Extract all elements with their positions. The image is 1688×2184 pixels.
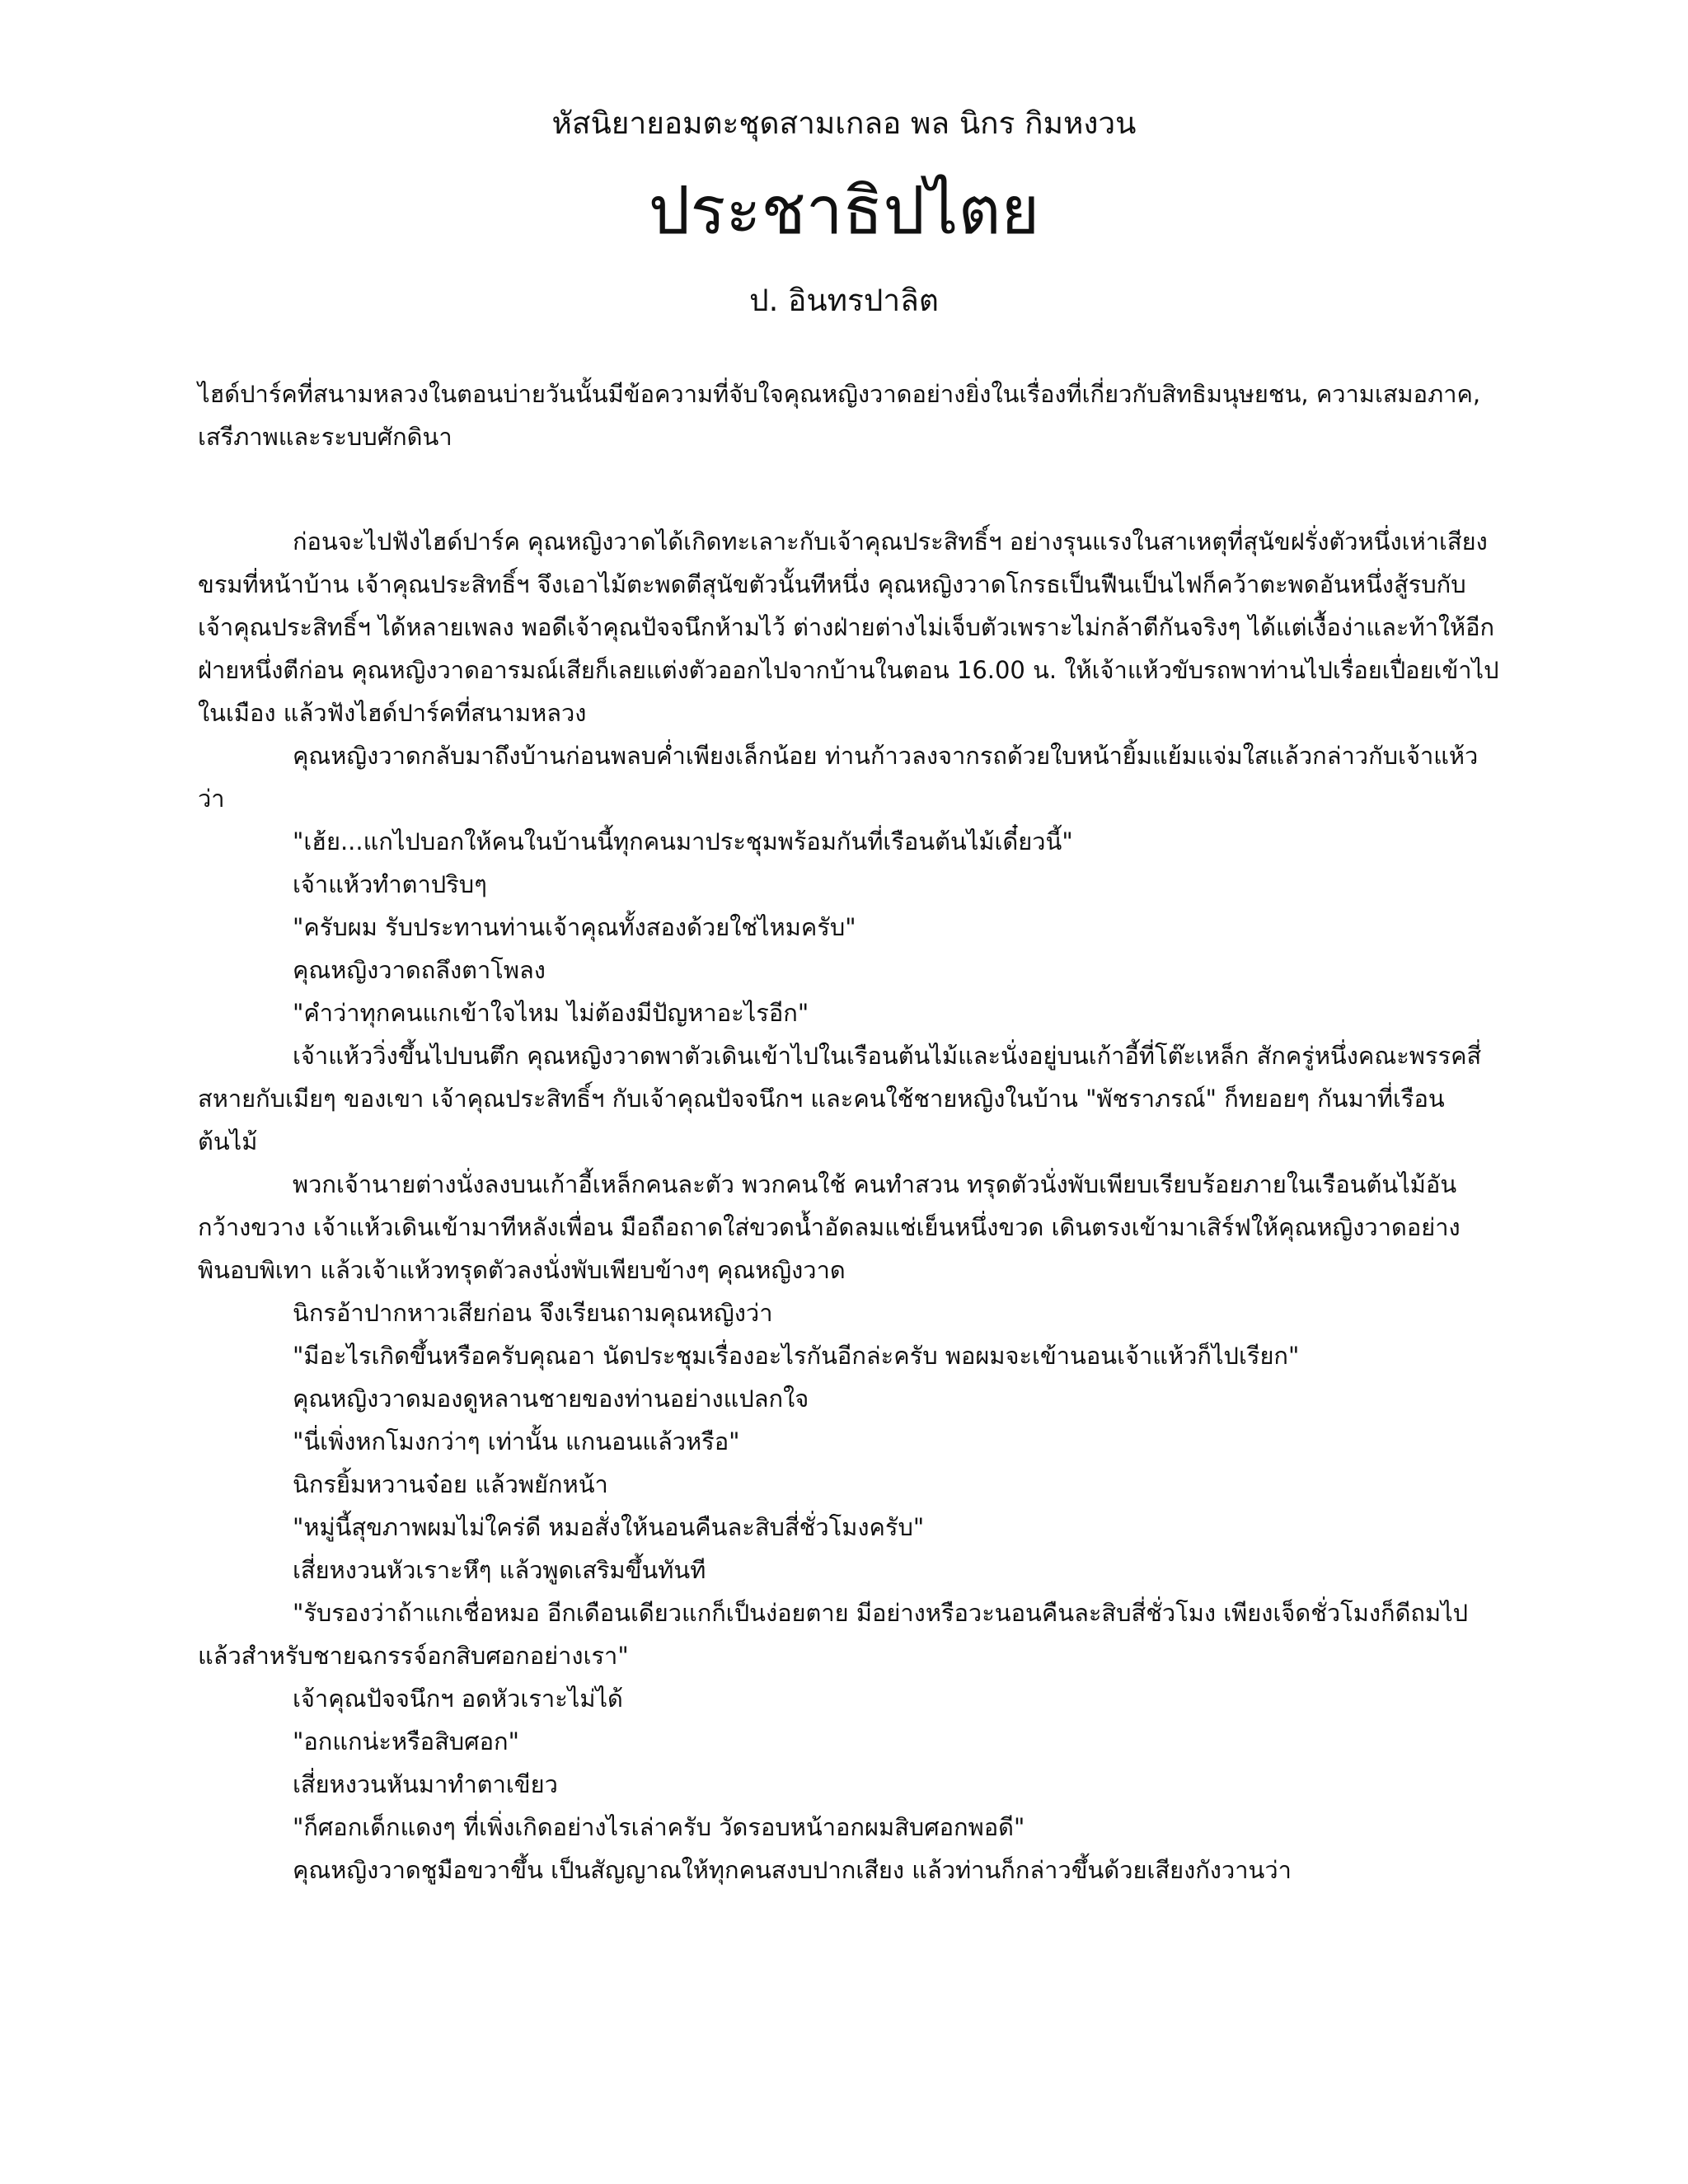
paragraph: นิกรยิ้มหวานจ๋อย แล้วพยักหน้า [293,1470,608,1498]
dialogue-line: "อกแกน่ะหรือสิบศอก" [293,1727,519,1755]
paragraph: นิกรอ้าปากหาวเสียก่อน จึงเรียนถามคุณหญิงว่า [293,1299,773,1327]
paragraph: คุณหญิงวาดชูมือขวาขึ้น เป็นสัญญาณให้ทุกคนสงบปากเสียง แล้วท่านก็กล่าวขึ้นด้วยเสียงกังวานว่า [293,1856,1292,1884]
paragraph: พวกเจ้านายต่างนั่งลงบนเก้าอี้เหล็กคนละตัว พวกคนใช้ คนทำสวน ทรุดตัวนั่งพับเพียบเรียบร้อยภายในเรือนต้นไม้อันกว้างขวาง เจ้าแห้วเดินเข้ามาทีหลังเพื่อน มือถือถาดใส่ขวดน้ำอัดลมแช่เย็นหนึ่งขวด เดินตรงเข้ามาเสิร์ฟให้คุณหญิงวาดอย่างพินอบพิเทา แล้วเจ้าแห้วทรุดตัวลงนั่งพับเพียบข้างๆ คุณหญิงวาด [198,1170,1461,1284]
series-heading: หัสนิยายอมตะชุดสามเกลอ พล นิกร กิมหงวน [551,105,1137,141]
dialogue-line: "ก็ศอกเด็กแดงๆ ที่เพิ่งเกิดอย่างไรเล่าครับ วัดรอบหน้าอกผมสิบศอกพอดี" [293,1813,1025,1841]
paragraph: คุณหญิงวาดมองดูหลานชายของท่านอย่างแปลกใจ [293,1385,809,1413]
paragraph: คุณหญิงวาดกลับมาถึงบ้านก่อนพลบค่ำเพียงเล็กน้อย ท่านก้าวลงจากรถด้วยใบหน้ายิ้มแย้มแจ่มใสแล้วกล่าวกับเจ้าแห้วว่า [198,742,1479,813]
paragraph: ก่อนจะไปฟังไฮด์ปาร์ค คุณหญิงวาดได้เกิดทะเลาะกับเจ้าคุณประสิทธิ์ฯ อย่างรุนแรงในสาเหตุที่สุนัขฝรั่งตัวหนึ่งเห่าเสียงขรมที่หน้าบ้าน เจ้าคุณประสิทธิ์ฯ จึงเอาไม้ตะพดตีสุนัขตัวนั้นทีหนึ่ง คุณหญิงวาดโกรธเป็นฟืนเป็นไฟก็คว้าตะพดอันหนึ่งสู้รบกับเจ้าคุณประสิทธิ์ฯ ได้หลายเพลง พอดีเจ้าคุณปัจจนึกห้ามไว้ ต่างฝ่ายต่างไม่เจ็บตัวเพราะไม่กล้าตีกันจริงๆ ได้แต่เงื้อง่าและท้าให้อีกฝ่ายหนึ่งตีก่อน คุณหญิงวาดอารมณ์เสียก็เลยแต่งตัวออกไปจากบ้านในตอน 16.00 น. ให้เจ้าแห้วขับรถพาท่านไปเรื่อยเปื่อยเข้าไปในเมือง แล้วฟังไฮด์ปาร์คที่สนามหลวง [198,527,1499,727]
dialogue-line: "หมู่นี้สุขภาพผมไม่ใคร่ดี หมอสั่งให้นอนคืนละสิบสี่ชั่วโมงครับ" [293,1513,925,1541]
dialogue-line: "ครับผม รับประทานท่านเจ้าคุณทั้งสองด้วยใช่ไหมครับ" [293,913,856,941]
intro-paragraph: ไฮด์ปาร์คที่สนามหลวงในตอนบ่ายวันนั้นมีข้อความที่จับใจคุณหญิงวาดอย่างยิ่งในเรื่องที่เกี่ยวกับสิทธิมนุษยชน, ความเสมอภาค, เสรีภาพและระบบศักดินา [198,380,1481,451]
paragraph: เสี่ยหงวนหัวเราะหึๆ แล้วพูดเสริมขึ้นทันที [293,1556,706,1584]
dialogue-line: "คำว่าทุกคนแกเข้าใจไหม ไม่ต้องมีปัญหาอะไรอีก" [293,999,809,1027]
paragraph: คุณหญิงวาดถลึงตาโพลง [293,956,546,984]
dialogue-line: "เฮ้ย...แกไปบอกให้คนในบ้านนี้ทุกคนมาประชุมพร้อมกันที่เรือนต้นไม้เดี๋ยวนี้" [293,827,1073,855]
story-title: ประชาธิปไตย [648,172,1040,249]
paragraph: เสี่ยหงวนหันมาทำตาเขียว [293,1770,558,1798]
paragraph: เจ้าแห้วทำตาปริบๆ [293,870,487,898]
paragraph: เจ้าคุณปัจจนึกฯ อดหัวเราะไม่ได้ [293,1685,623,1713]
dialogue-line: "รับรองว่าถ้าแกเชื่อหมอ อีกเดือนเดียวแกก็เป็นง่อยตาย มีอย่างหรือวะนอนคืนละสิบสี่ชั่วโมง เพียงเจ็ดชั่วโมงก็ดีถมไปแล้วสำหรับชายฉกรรจ์อกสิบศอกอย่างเรา" [198,1599,1469,1670]
author-name: ป. อินทรปาลิต [749,283,939,318]
story-body [198,520,1500,1891]
paragraph: เจ้าแห้ววิ่งขึ้นไปบนตึก คุณหญิงวาดพาตัวเดินเข้าไปในเรือนต้นไม้และนั่งอยู่บนเก้าอี้ที่โต๊ะเหล็ก สักครู่หนึ่งคณะพรรคสี่สหายกับเมียๆ ของเขา เจ้าคุณประสิทธิ์ฯ กับเจ้าคุณปัจจนึกฯ และคนใช้ชายหญิงในบ้าน "พัชราภรณ์" ก็ทยอยๆ กันมาที่เรือนต้นไม้ [198,1042,1482,1155]
dialogue-line: "มีอะไรเกิดขึ้นหรือครับคุณอา นัดประชุมเรื่องอะไรกันอีกล่ะครับ พอผมจะเข้านอนเจ้าแห้วก็ไปเรียก" [293,1342,1300,1370]
dialogue-line: "นี่เพิ่งหกโมงกว่าๆ เท่านั้น แกนอนแล้วหรือ" [293,1427,740,1455]
